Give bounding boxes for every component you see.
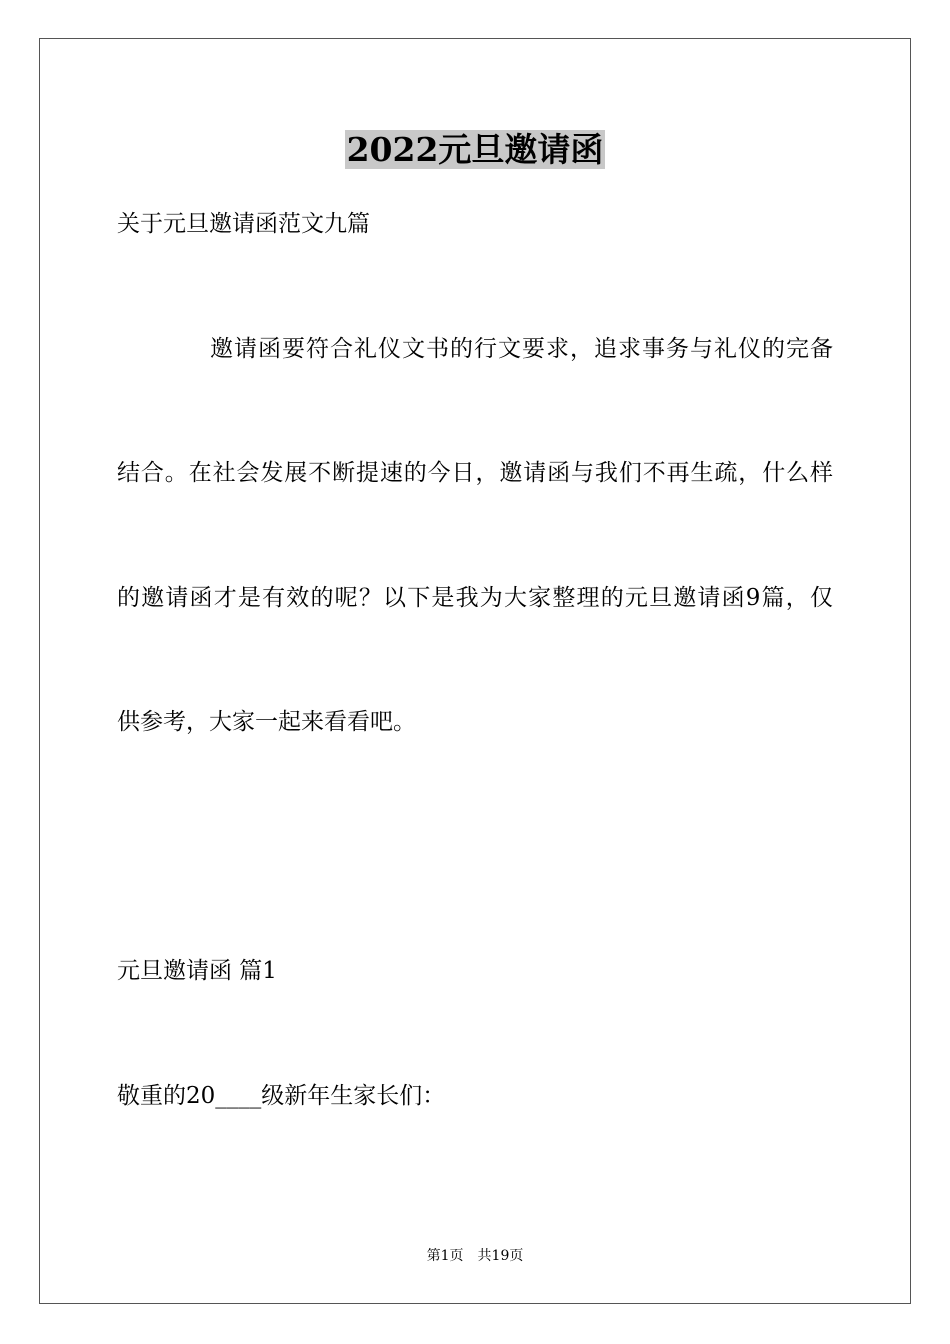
paragraph-line-1: 邀请函要符合礼仪文书的行文要求，追求事务与礼仪的完备 <box>210 336 833 362</box>
paragraph-line-3: 的邀请函才是有效的呢？以下是我为大家整理的元旦邀请函9篇，仅 <box>117 585 833 611</box>
paragraph-line-2: 结合。在社会发展不断提速的今日，邀请函与我们不再生疏，什么样 <box>117 460 833 486</box>
document-title-text: 2022元旦邀请函 <box>346 130 604 169</box>
document-title <box>0 130 950 170</box>
section-heading: 元旦邀请函 篇1 <box>117 958 277 984</box>
greeting-line: 敬重的20____级新年生家长们： <box>117 1083 446 1109</box>
paragraph-line-4: 供参考，大家一起来看看吧。 <box>117 709 416 735</box>
document-subtitle: 关于元旦邀请函范文九篇 <box>117 211 370 237</box>
page-footer: 第1页 共19页 <box>426 1248 524 1264</box>
